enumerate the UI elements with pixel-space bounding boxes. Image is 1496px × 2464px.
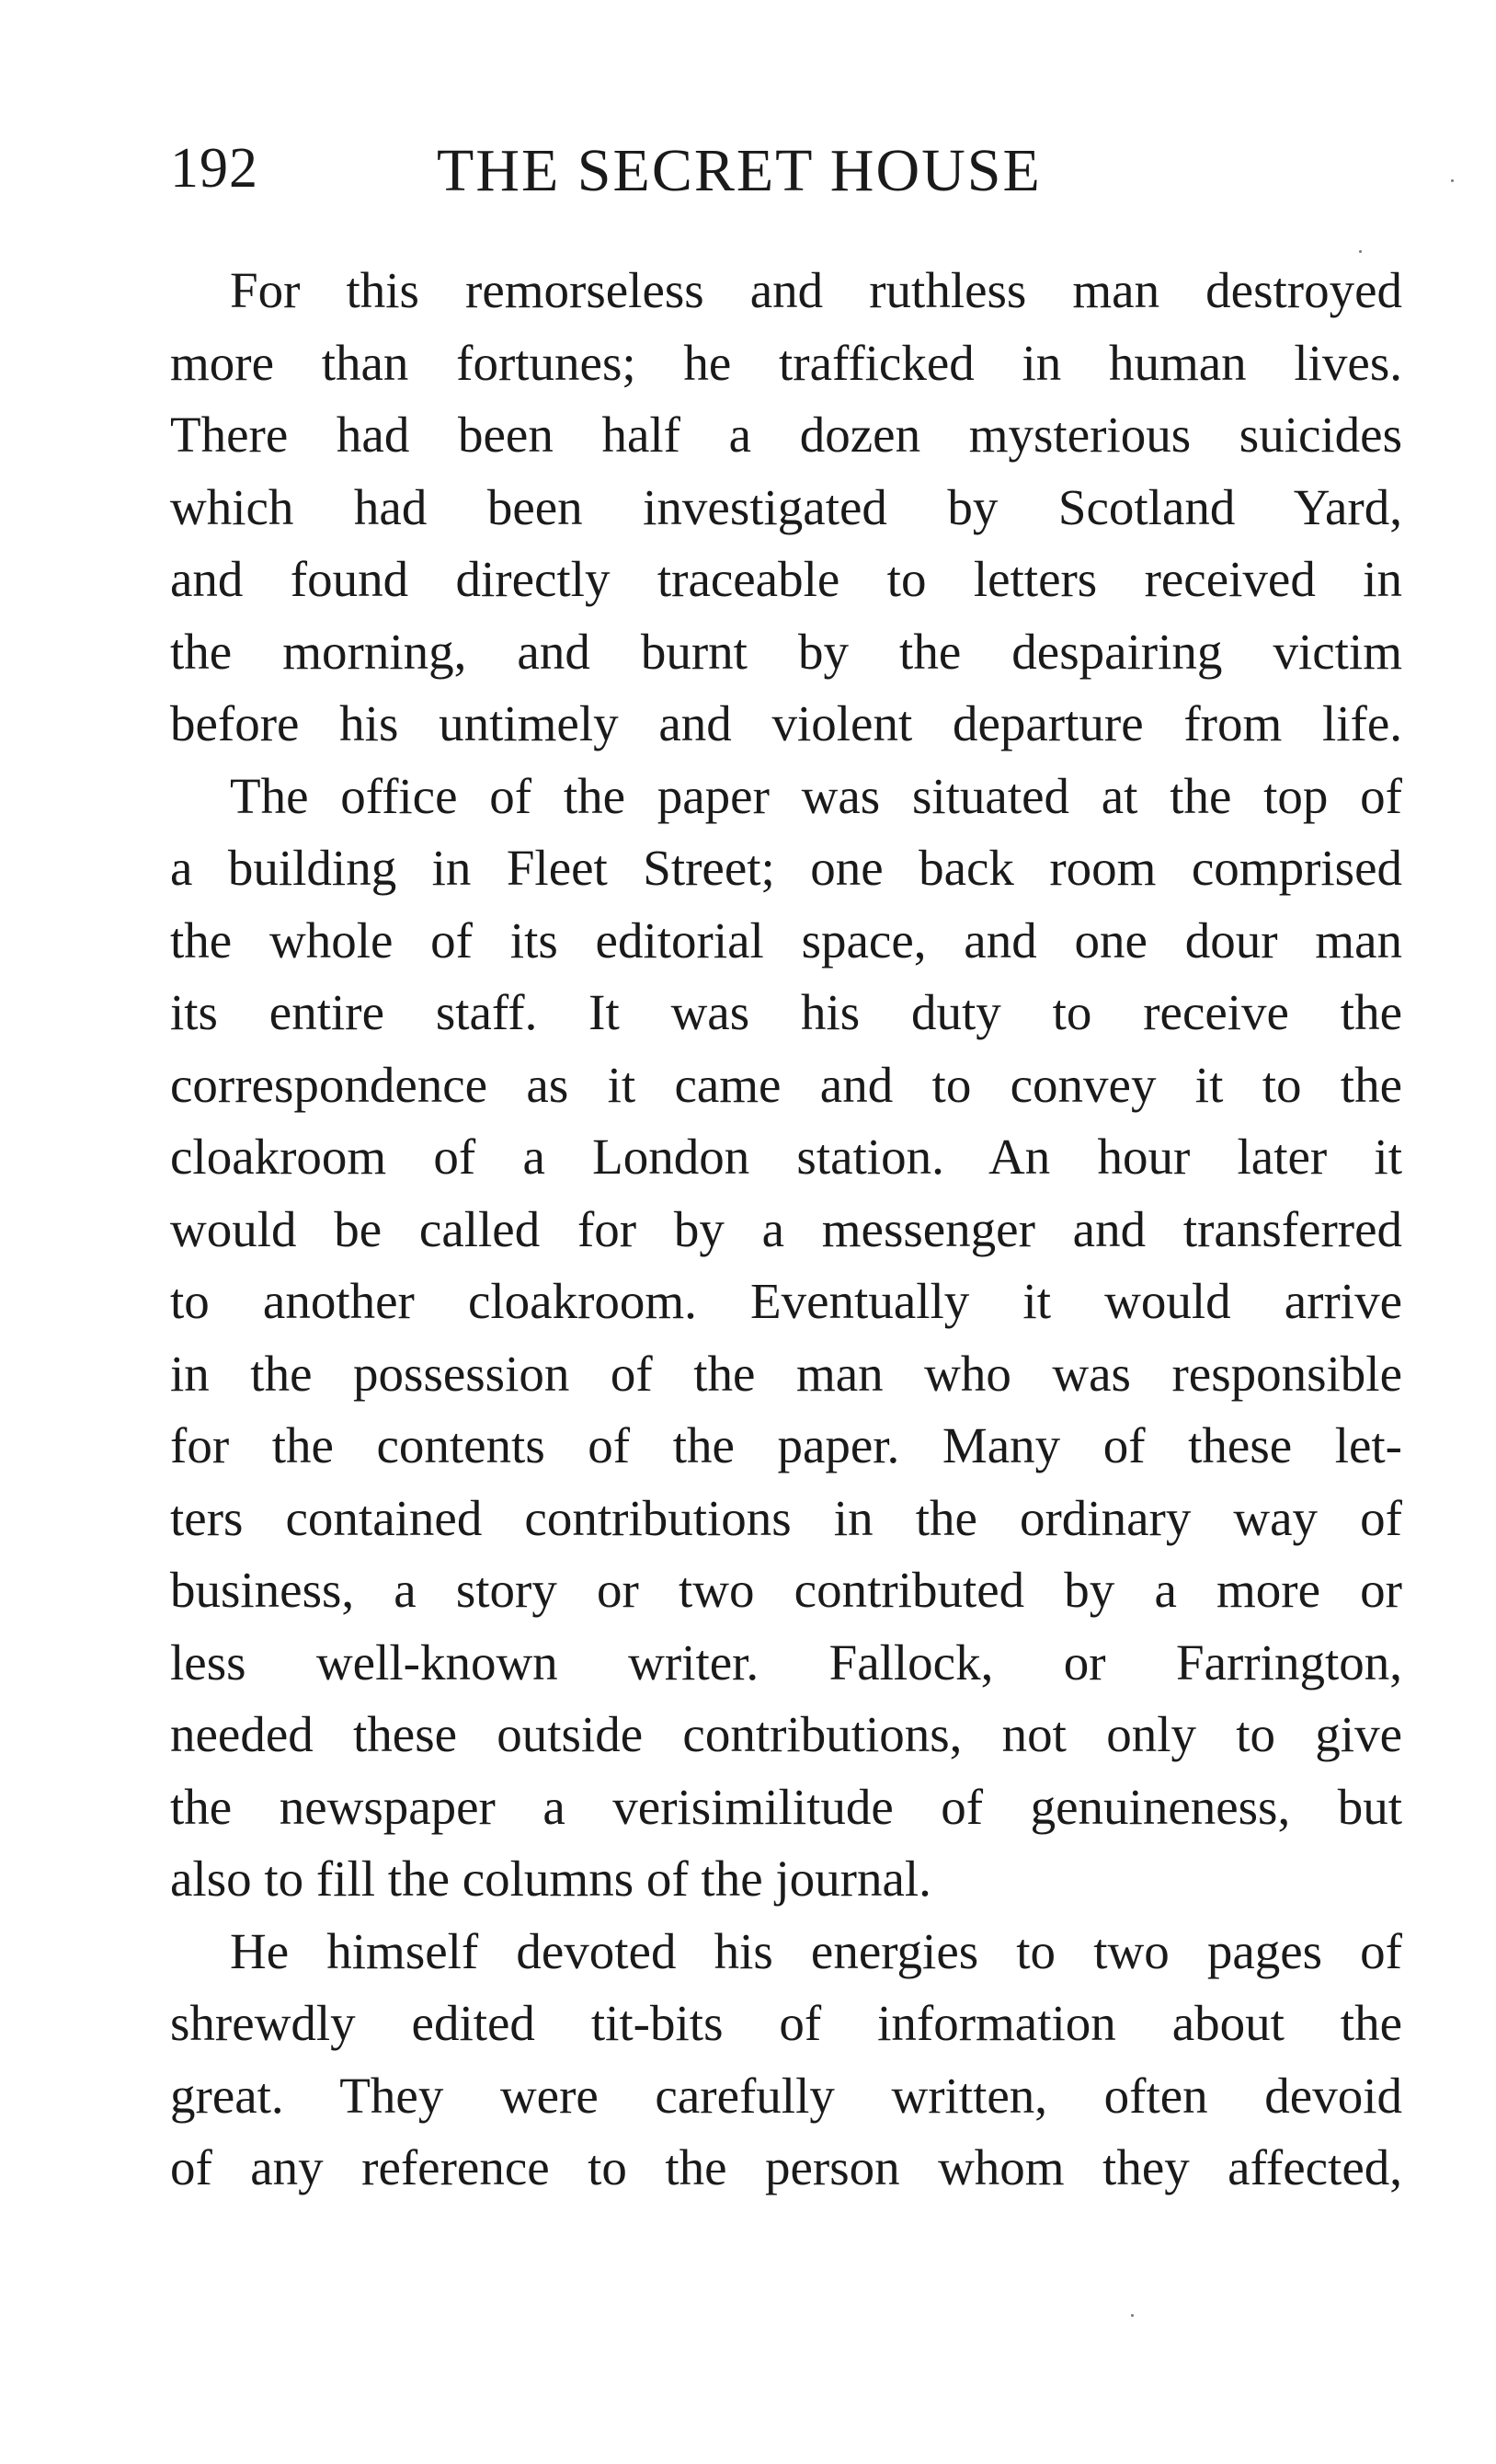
text-line: to another cloakroom. Eventually it would arrive: [170, 1273, 1402, 1329]
text-line: For this remorseless and ruthless man destroyed: [230, 262, 1402, 318]
speck-mark: [1451, 179, 1454, 182]
text-line: the morning, and burnt by the despairing victim: [170, 623, 1402, 680]
paragraph-3: [170, 1916, 1402, 2205]
text-line: the newspaper a verisimilitude of genuineness, but: [170, 1778, 1402, 1835]
text-line: more than fortunes; he trafficked in human lives.: [170, 334, 1402, 391]
page-header: [170, 136, 1402, 219]
text-line: shrewdly edited tit-bits of information about the: [170, 1995, 1402, 2051]
text-line: of any reference to the person whom they affected,: [170, 2139, 1402, 2195]
paragraph-1: [170, 255, 1402, 761]
text-line: a building in Fleet Street; one back room comprised: [170, 840, 1402, 896]
text-line: before his untimely and violent departure from life.: [170, 695, 1402, 751]
body-text: [170, 255, 1402, 2205]
page-number: 192: [170, 137, 258, 200]
text-line: business, a story or two contributed by a more or: [170, 1562, 1402, 1618]
text-line: correspondence as it came and to convey it to the: [170, 1056, 1402, 1113]
text-line: less well-known writer. Fallock, or Farrington,: [170, 1633, 1402, 1690]
running-title: THE SECRET HOUSE: [437, 137, 1042, 204]
text-line: the whole of its editorial space, and one dour man: [170, 911, 1402, 968]
paragraph-2: [170, 761, 1402, 1916]
text-line: ters contained contributions in the ordinary way of: [170, 1489, 1402, 1546]
text-line: for the contents of the paper. Many of these let-: [170, 1417, 1402, 1473]
text-line: He himself devoted his energies to two pages of: [230, 1922, 1402, 1979]
text-line: and found directly traceable to letters received in: [170, 551, 1402, 607]
text-line: also to fill the columns of the journal.: [170, 1851, 931, 1907]
speck-mark: [1131, 2314, 1134, 2317]
text-line: great. They were carefully written, often devoid: [170, 2067, 1402, 2124]
text-line: its entire staff. It was his duty to receive the: [170, 984, 1402, 1040]
text-line: would be called for by a messenger and transferred: [170, 1200, 1402, 1257]
text-line: There had been half a dozen mysterious suicides: [170, 407, 1402, 463]
text-line: cloakroom of a London station. An hour later it: [170, 1129, 1402, 1185]
speck-mark: [1359, 250, 1362, 253]
text-line: needed these outside contributions, not only to give: [170, 1706, 1402, 1762]
text-line: in the possession of the man who was responsible: [170, 1345, 1402, 1402]
text-line: which had been investigated by Scotland Yard,: [170, 478, 1402, 535]
text-line: The office of the paper was situated at the top of: [230, 767, 1402, 824]
